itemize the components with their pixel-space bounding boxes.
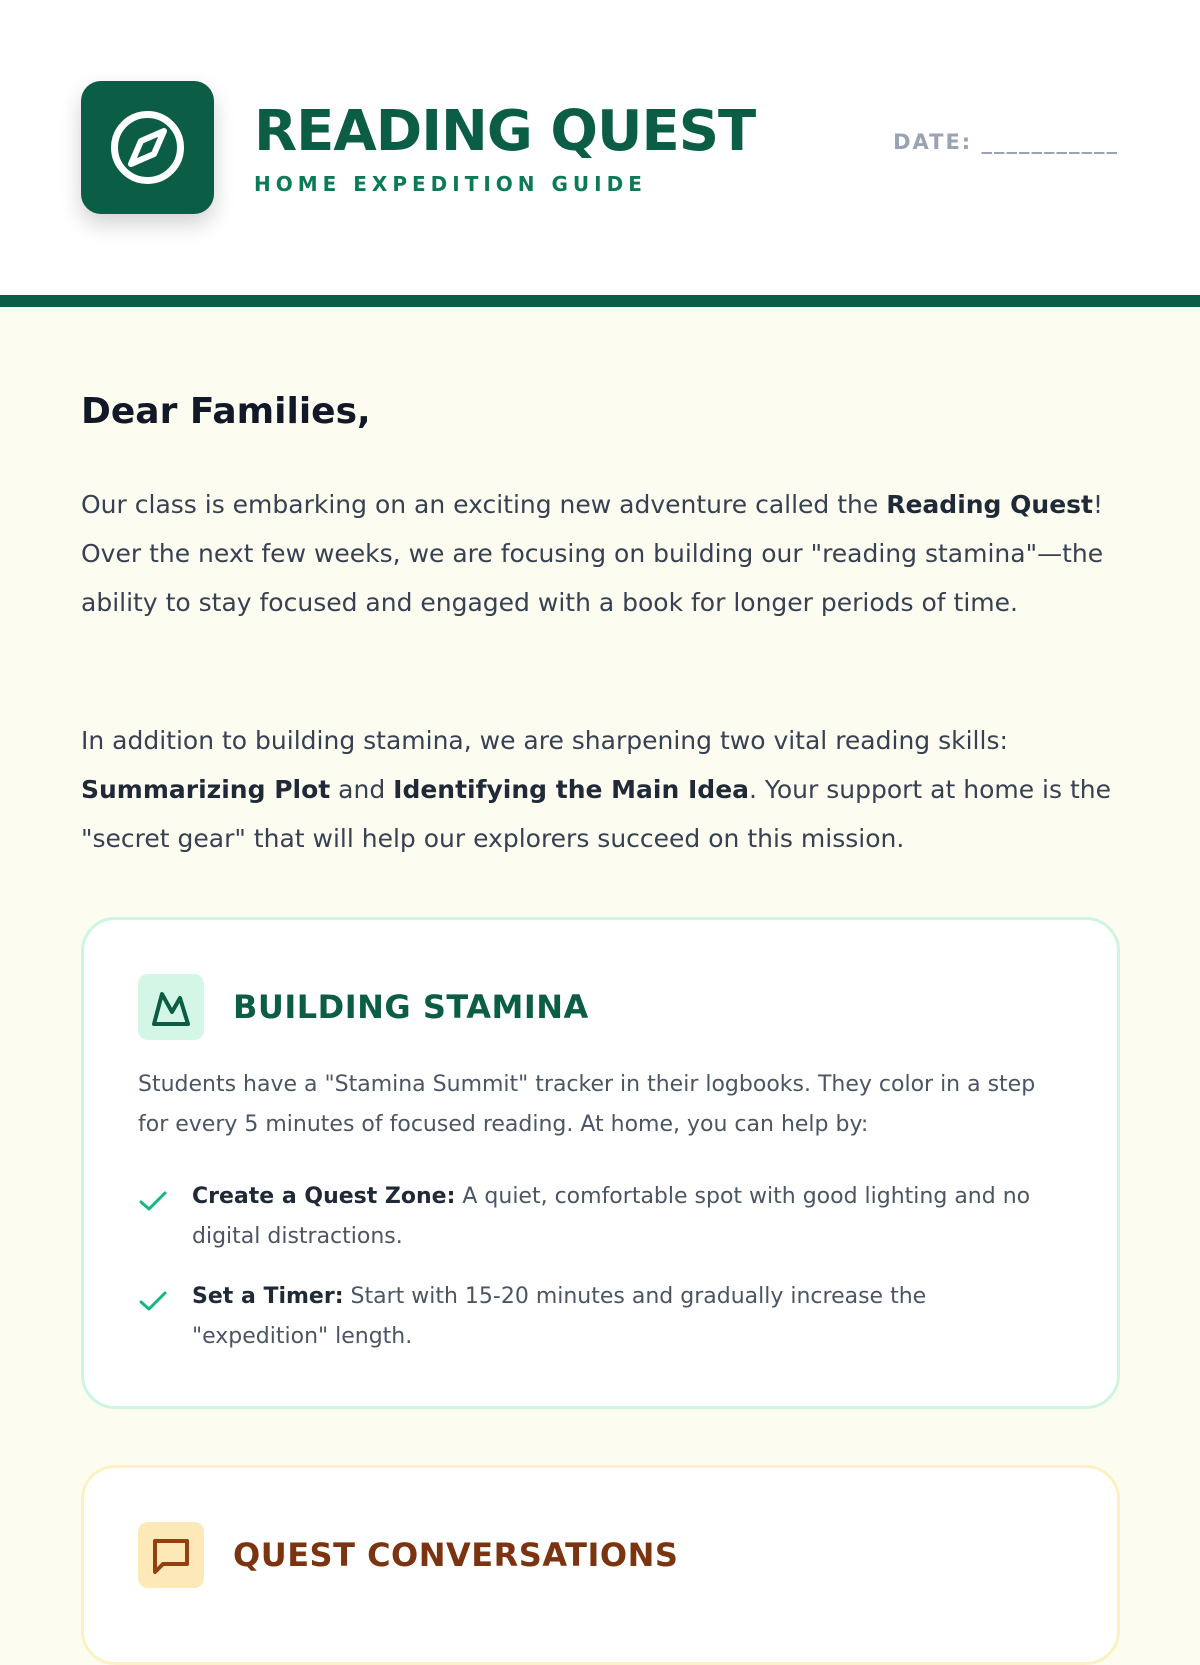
- skill-summarizing-plot: Summarizing Plot: [81, 775, 331, 804]
- greeting: Dear Families,: [81, 391, 371, 432]
- chat-bubble-icon: [138, 1522, 204, 1588]
- quest-icon-box: [138, 1522, 204, 1588]
- skills-paragraph: [81, 716, 1121, 863]
- list-item-text: [192, 1177, 1052, 1257]
- stamina-card-title: BUILDING STAMINA: [233, 988, 589, 1026]
- logo: [81, 81, 214, 214]
- skills-text-1: In addition to building stamina, we are sharpening two vital reading skills:: [81, 726, 1008, 755]
- intro-text-2: ! Over the next few weeks, we are focusing on building our "reading stamina"—the ability to stay focused and engaged with a book for longer periods of time.: [81, 490, 1104, 617]
- list-item-label: Create a Quest Zone:: [192, 1184, 456, 1209]
- page-header: [0, 0, 1200, 307]
- list-item-description: A quiet, comfortable spot with good lighting and no digital distractions.: [192, 1184, 1031, 1249]
- mountain-icon: [138, 974, 204, 1040]
- stamina-icon-box: [138, 974, 204, 1040]
- list-item-label: Set a Timer:: [192, 1284, 344, 1309]
- quest-conversations-card: [81, 1465, 1120, 1665]
- intro-paragraph: [81, 480, 1121, 627]
- check-icon: [138, 1289, 168, 1313]
- intro-text-1: Our class is embarking on an exciting new adventure called the: [81, 490, 887, 519]
- stamina-card: [81, 917, 1120, 1409]
- skills-text-2: and: [330, 775, 394, 804]
- brand-title: READING QUEST: [254, 99, 756, 164]
- compass-icon: [81, 81, 214, 214]
- skills-text-3: . Your support at home is the "secret gear" that will help our explorers succeed on this mission.: [81, 775, 1111, 853]
- intro-highlight-reading-quest: Reading Quest: [886, 490, 1093, 519]
- check-icon: [138, 1189, 168, 1213]
- stamina-card-text: Students have a "Stamina Summit" tracker in their logbooks. They color in a step for every 5 minutes of focused reading. At home, you can help by:: [138, 1072, 1036, 1137]
- list-item-text: [192, 1277, 1052, 1357]
- brand-subtitle: HOME EXPEDITION GUIDE: [254, 172, 647, 196]
- list-item-description: Start with 15-20 minutes and gradually increase the "expedition" length.: [192, 1284, 927, 1349]
- quest-card-title: QUEST CONVERSATIONS: [233, 1536, 679, 1574]
- date-field: DATE: ___________: [893, 130, 1119, 154]
- skill-main-idea: Identifying the Main Idea: [393, 775, 750, 804]
